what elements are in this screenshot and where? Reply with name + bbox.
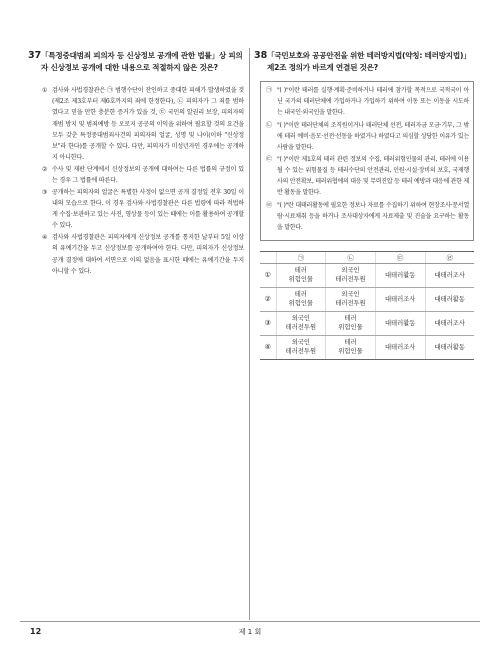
option-text: 검사와 사법경찰관은 ㉠ 범행수단이 잔인하고 중대한 피해가 발생하였을 것(제2조 제3호부터 제6호까지의 죄에 한정한다), ㉡ 피의자가 그 죄를 범하였다고 믿을 만한 충분한 증거가 있을 것, ㉢ 국민의 알권리 보장, 피의자의 재범 방지 및 범죄예방 등 오로지 공공의 이익을 위하여 필요할 것의 요건을 모두 갖춘 특정중대범죄사건의 피의자의 얼굴, 성명 및 나이(이하 "신상정보"라 한다)를 공개할 수 있다. 다만, 피의자가 미성년자인 경우에는 공개하지 아니한다. [52,87,244,162]
definition-marker: ㉣ [266,202,272,210]
option-text: 검사와 사법경찰관은 피의자에게 신상정보 공개를 통지한 날부터 5일 이상의 유예기간을 두고 신상정보를 공개하여야 한다. 다만, 피의자가 신상정보 공개 결정에 대하여 서면으로 이의 없음을 표시한 때에는 유예기간을 두지 아니할 수 있다. [52,234,244,275]
option-number: ① [42,87,48,94]
question-number: 37 [28,50,42,61]
column-divider [249,48,250,620]
option-number: ③ [42,188,48,196]
definition-text: "( )"이란 테러를 실행·계획·준비하거나 테러에 참가할 목적으로 국적국이 아닌 국가의 테러단체에 가입하거나 가입하기 위하여 이동 또는 이동을 시도하는 내국인·외국인을 말한다. [277,87,469,116]
answer-row-3[interactable] [260,311,474,335]
option-text: 수사 및 재판 단계에서 신상정보의 공개에 대하여는 다른 법률의 규정이 있는 경우 그 법률에 따른다. [52,165,244,185]
question-38 [254,50,474,360]
definition-item-a [266,86,469,119]
definition-text: "( )"이란 테러단체의 조직원이거나 테러단체 선전, 테러자금 모금·기부, 그 밖에 테러 예비·음모·선전·선동을 하였거나 하였다고 의심할 상당한 이유가 있는 사람을 말한다. [277,121,469,151]
row-number: ① [260,263,276,287]
table-cell: 외국인 테러전투원 [326,287,376,311]
table-cell: 대테러활동 [425,335,474,359]
question-text: 「국민보호와 공공안전을 위한 테러방지법(약칭: 테러방지법)」 제2조 정의가 바르게 연결된 것은? [267,51,471,72]
question-38-header [254,50,474,74]
header-cell-d: ㉣ [425,251,474,263]
table-cell: 대테러활동 [375,311,425,335]
table-cell: 대테러조사 [425,311,474,335]
table-cell: 대테러조사 [375,287,425,311]
table-cell: 대테러조사 [375,335,425,359]
answer-table [260,251,474,360]
question-37 [28,50,244,277]
footer-rule [20,621,480,622]
answer-row-4[interactable] [260,335,474,359]
header-corner [260,251,276,263]
question-number: 38 [254,50,268,61]
table-cell: 외국인 테러전투원 [276,335,326,359]
header-cell-b: ㉡ [326,251,376,263]
option-text: 공개하는 피의자의 얼굴은 특별한 사정이 없으면 공개 결정일 전후 30일 이내의 모습으로 한다. 이 경우 검사와 사법경찰관은 다른 법령에 따라 적법하게 수집·보관하고 있는 사진, 영상물 등이 있는 때에는 이를 활용하여 공개할 수 있다. [52,188,244,230]
table-cell: 대테러활동 [375,263,425,287]
answer-table-header [260,251,474,263]
definitions-box [260,81,474,241]
definition-text: "( )"이란 제1호의 테러 관련 정보의 수집, 테러위험인물의 관리, 테러에 이용될 수 있는 위험물질 등 테러수단의 안전관리, 인원·시설·장비의 보호, 국제행사의 안전확보, 테러위협에의 대응 및 무력진압 등 테러 예방과 대응에 관한 제반 활동을 말한다. [277,156,469,197]
table-cell: 테러 위험인물 [276,263,326,287]
option-number: ② [42,165,48,173]
question-37-header [28,50,244,74]
row-number: ④ [260,335,276,359]
table-cell: 대테러활동 [425,287,474,311]
definition-marker: ㉠ [266,87,272,94]
table-cell: 대테러조사 [425,263,474,287]
table-cell: 테러 위험인물 [326,335,376,359]
definition-marker: ㉡ [266,121,272,129]
answer-option-4[interactable] [42,232,244,277]
page-number: 12 [30,627,42,636]
exam-round-label: 제 1 회 [238,628,262,636]
table-cell: 테러 위험인물 [276,287,326,311]
answer-option-2[interactable] [42,164,244,186]
answer-row-2[interactable] [260,287,474,311]
answer-row-1[interactable] [260,263,474,287]
question-text: 「특정중대범죄 피의자 등 신상정보 공개에 관한 법률」상 피의자 신상정보 공개에 대한 내용으로 적절하지 않은 것은? [41,51,243,72]
table-cell: 외국인 테러전투원 [276,311,326,335]
table-cell: 테러 위험인물 [326,311,376,335]
answer-option-1[interactable] [42,85,244,163]
answer-options [42,85,244,277]
table-cell: 외국인 테러전투원 [326,263,376,287]
definition-item-b [266,121,469,154]
answer-option-3[interactable] [42,187,244,232]
row-number: ③ [260,311,276,335]
row-number: ② [260,287,276,311]
header-cell-a: ㉠ [276,251,326,263]
definition-marker: ㉢ [266,156,272,164]
definition-text: "( )"란 대테러활동에 필요한 정보나 자료를 수집하기 위하여 현장조사·문서열람·시료채취 등을 하거나 조사대상자에게 자료제출 및 진술을 요구하는 활동을 말한다. [277,202,469,231]
definition-item-d [266,201,469,234]
header-cell-c: ㉢ [375,251,425,263]
definition-item-c [266,155,469,199]
option-number: ④ [42,234,48,242]
